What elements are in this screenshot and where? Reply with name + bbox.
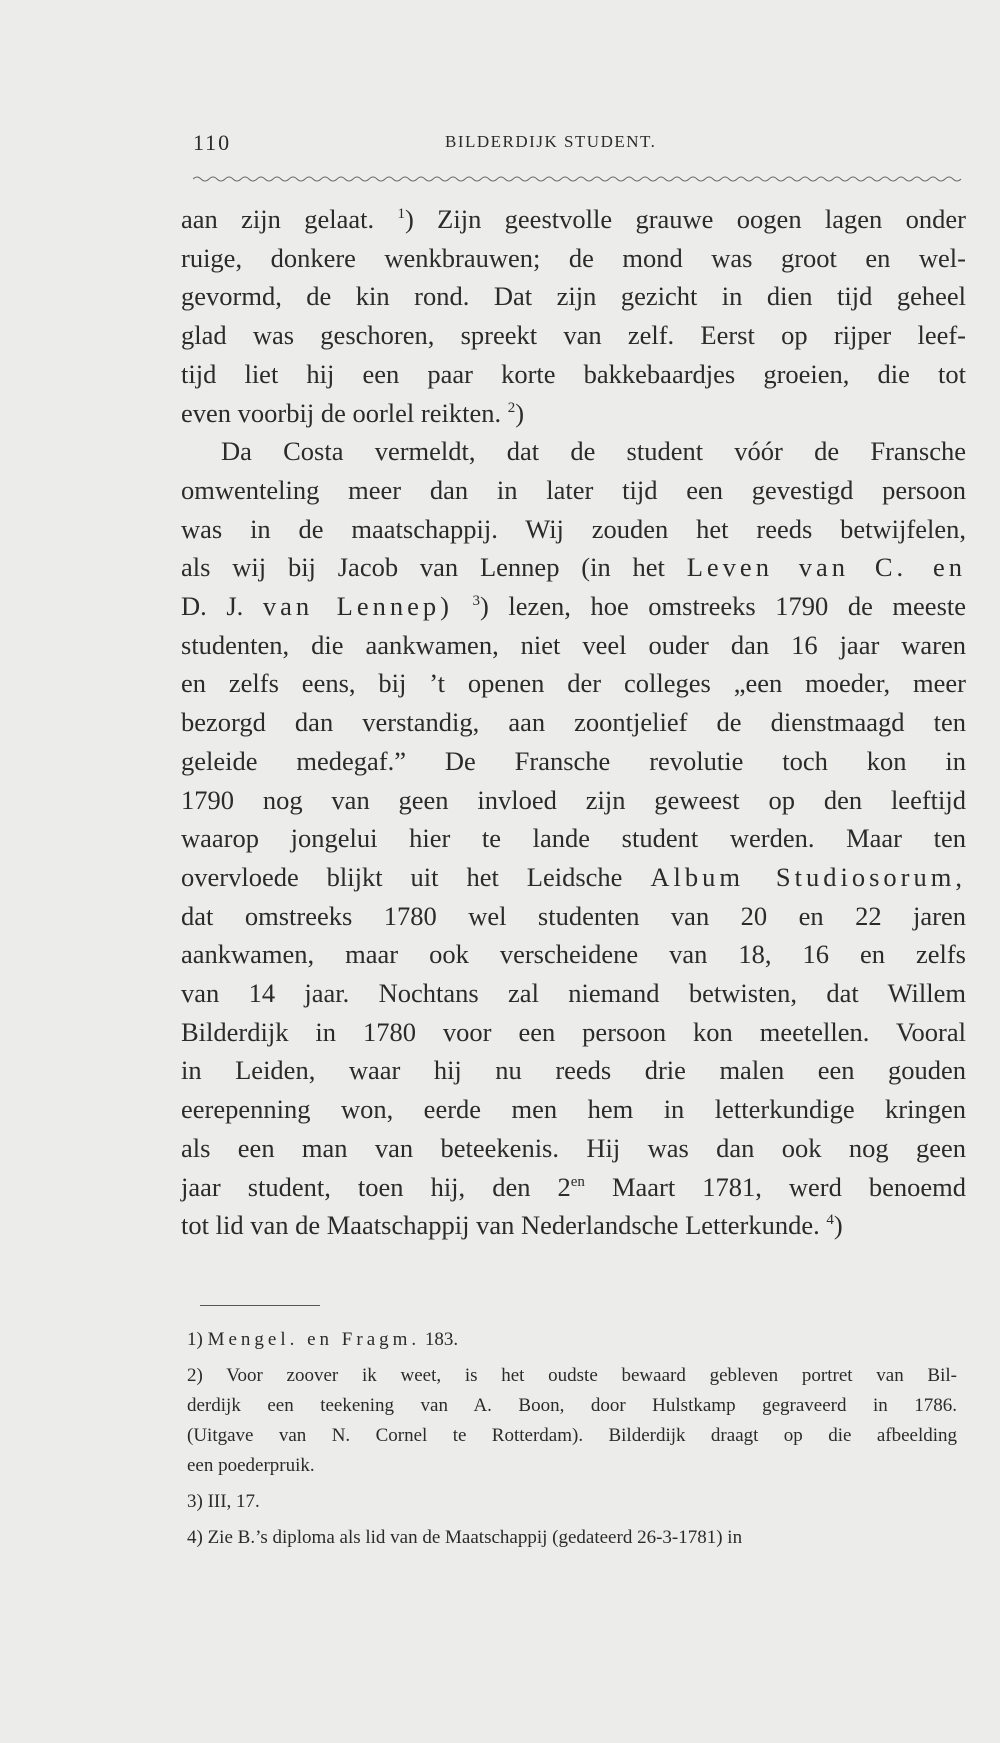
text-line: glad was geschoren, spreekt van zelf. Eerst op rijper leef- [181, 320, 966, 351]
text-line: Da Costa vermeldt, dat de student vóór de Fransche [221, 436, 966, 467]
text-line: bezorgd dan verstandig, aan zoontjelief de dienstmaagd ten [181, 707, 966, 738]
text-line: overvloede blijkt uit het Leidsche Album Studiosorum, [181, 861, 966, 892]
text-line: in Leiden, waar hij nu reeds drie malen een gouden [181, 1055, 966, 1086]
text-line: even voorbij de oorlel reikten. $^2$) [181, 397, 525, 428]
spaced-title-van-lennep: van Lennep) [262, 591, 453, 622]
footnote-line: een poederpruik. [187, 1455, 315, 1476]
text-line: eerepenning won, eerde men hem in letterkundige kringen [181, 1094, 966, 1125]
text-line: aankwamen, maar ook verscheidene van 18, 16 en zelfs [181, 939, 966, 970]
footnote-ref-4: 4 [826, 1212, 834, 1229]
spaced-title-leven: Leven van C. en [686, 552, 966, 583]
footnote-separator [200, 1305, 320, 1306]
footnote-2 [187, 1361, 957, 1481]
footnote-ref-1: 1 [397, 206, 405, 222]
footnote-spaced-title: Mengel. en Fragm. [207, 1329, 421, 1350]
text-line: en zelfs eens, bij ’t openen der colleges „een moeder, meer [181, 668, 966, 699]
footnotes-section [187, 1325, 957, 1559]
text-line: jaar student, toen hij, den $2^{en}$ Maart 1781, werd benoemd [181, 1171, 967, 1202]
text-line: gevormd, de kin rond. Dat zijn gezicht in dien tijd geheel [181, 281, 966, 312]
spaced-title-album: Album Studiosorum, [650, 861, 966, 892]
text-line: was in de maatschappij. Wij zouden het reeds betwijfelen, [181, 513, 966, 544]
superscript-en: en [570, 1173, 585, 1190]
text-line: tot lid van de Maatschappij van Nederlandsche Letterkunde. $^4$) [181, 1210, 843, 1241]
footnote-ref-2: 2 [507, 399, 516, 416]
footnote-ref-3: 3 [472, 593, 480, 610]
main-text-body [181, 200, 966, 1245]
text-line: 1790 nog van geen invloed zijn geweest op den leeftijd [181, 784, 966, 815]
text-line: als een man van beteekenis. Hij was dan ook nog geen [181, 1132, 966, 1163]
page-header [193, 130, 963, 160]
text-line: ruige, donkere wenkbrauwen; de mond was groot en wel- [181, 242, 966, 273]
footnote-number: 1) [187, 1329, 203, 1350]
footnote-3: 3) III, 17. [187, 1491, 260, 1512]
running-title: BILDERDIJK STUDENT. [445, 132, 657, 151]
text-line: waarop jongelui hier te lande student werden. Maar ten [181, 823, 966, 854]
footnote-line: derdijk een teekening van A. Boon, door Hulstkamp gegraveerd in 1786. [187, 1395, 957, 1416]
text-line: omwenteling meer dan in later tijd een gevestigd persoon [181, 474, 966, 505]
footnote-4: 4) Zie B.’s diploma als lid van de Maatschappij (gedateerd 26-3-1781) in [187, 1527, 743, 1548]
text-line: als wij bij Jacob van Lennep (in het Leven van C. en [181, 552, 966, 583]
footnote-1: 1) Mengel. en Fragm. 183. [187, 1329, 459, 1350]
page-number: 110 [193, 130, 232, 155]
text-line: dat omstreeks 1780 wel studenten van 20 en 22 jaren [181, 900, 966, 931]
text-line: studenten, die aankwamen, niet veel ouder dan 16 jaar waren [181, 629, 966, 660]
wavy-rule-divider [193, 174, 965, 186]
footnote-line: (Uitgave van N. Cornel te Rotterdam). Bilderdijk draagt op die afbeelding [187, 1425, 957, 1446]
footnote-line: 2) Voor zoover ik weet, is het oudste bewaard gebleven portret van Bil- [187, 1365, 957, 1386]
text-line: D. J. van Lennep) $^3$) lezen, hoe omstreeks 1790 de meeste [181, 591, 967, 622]
footnote-number: 4) [187, 1527, 203, 1548]
text-line: aan zijn gelaat. $^1$) Zijn geestvolle grauwe oogen lagen onder [181, 204, 966, 234]
footnote-number: 3) [187, 1491, 203, 1512]
text-line: van 14 jaar. Nochtans zal niemand betwisten, dat Willem [181, 978, 966, 1009]
text-line: tijd liet hij een paar korte bakkebaardjes groeien, die tot [181, 358, 966, 389]
text-line: Bilderdijk in 1780 voor een persoon kon meetellen. Vooral [181, 1016, 966, 1047]
text-line: geleide medegaf.” De Fransche revolutie toch kon in [181, 745, 966, 776]
